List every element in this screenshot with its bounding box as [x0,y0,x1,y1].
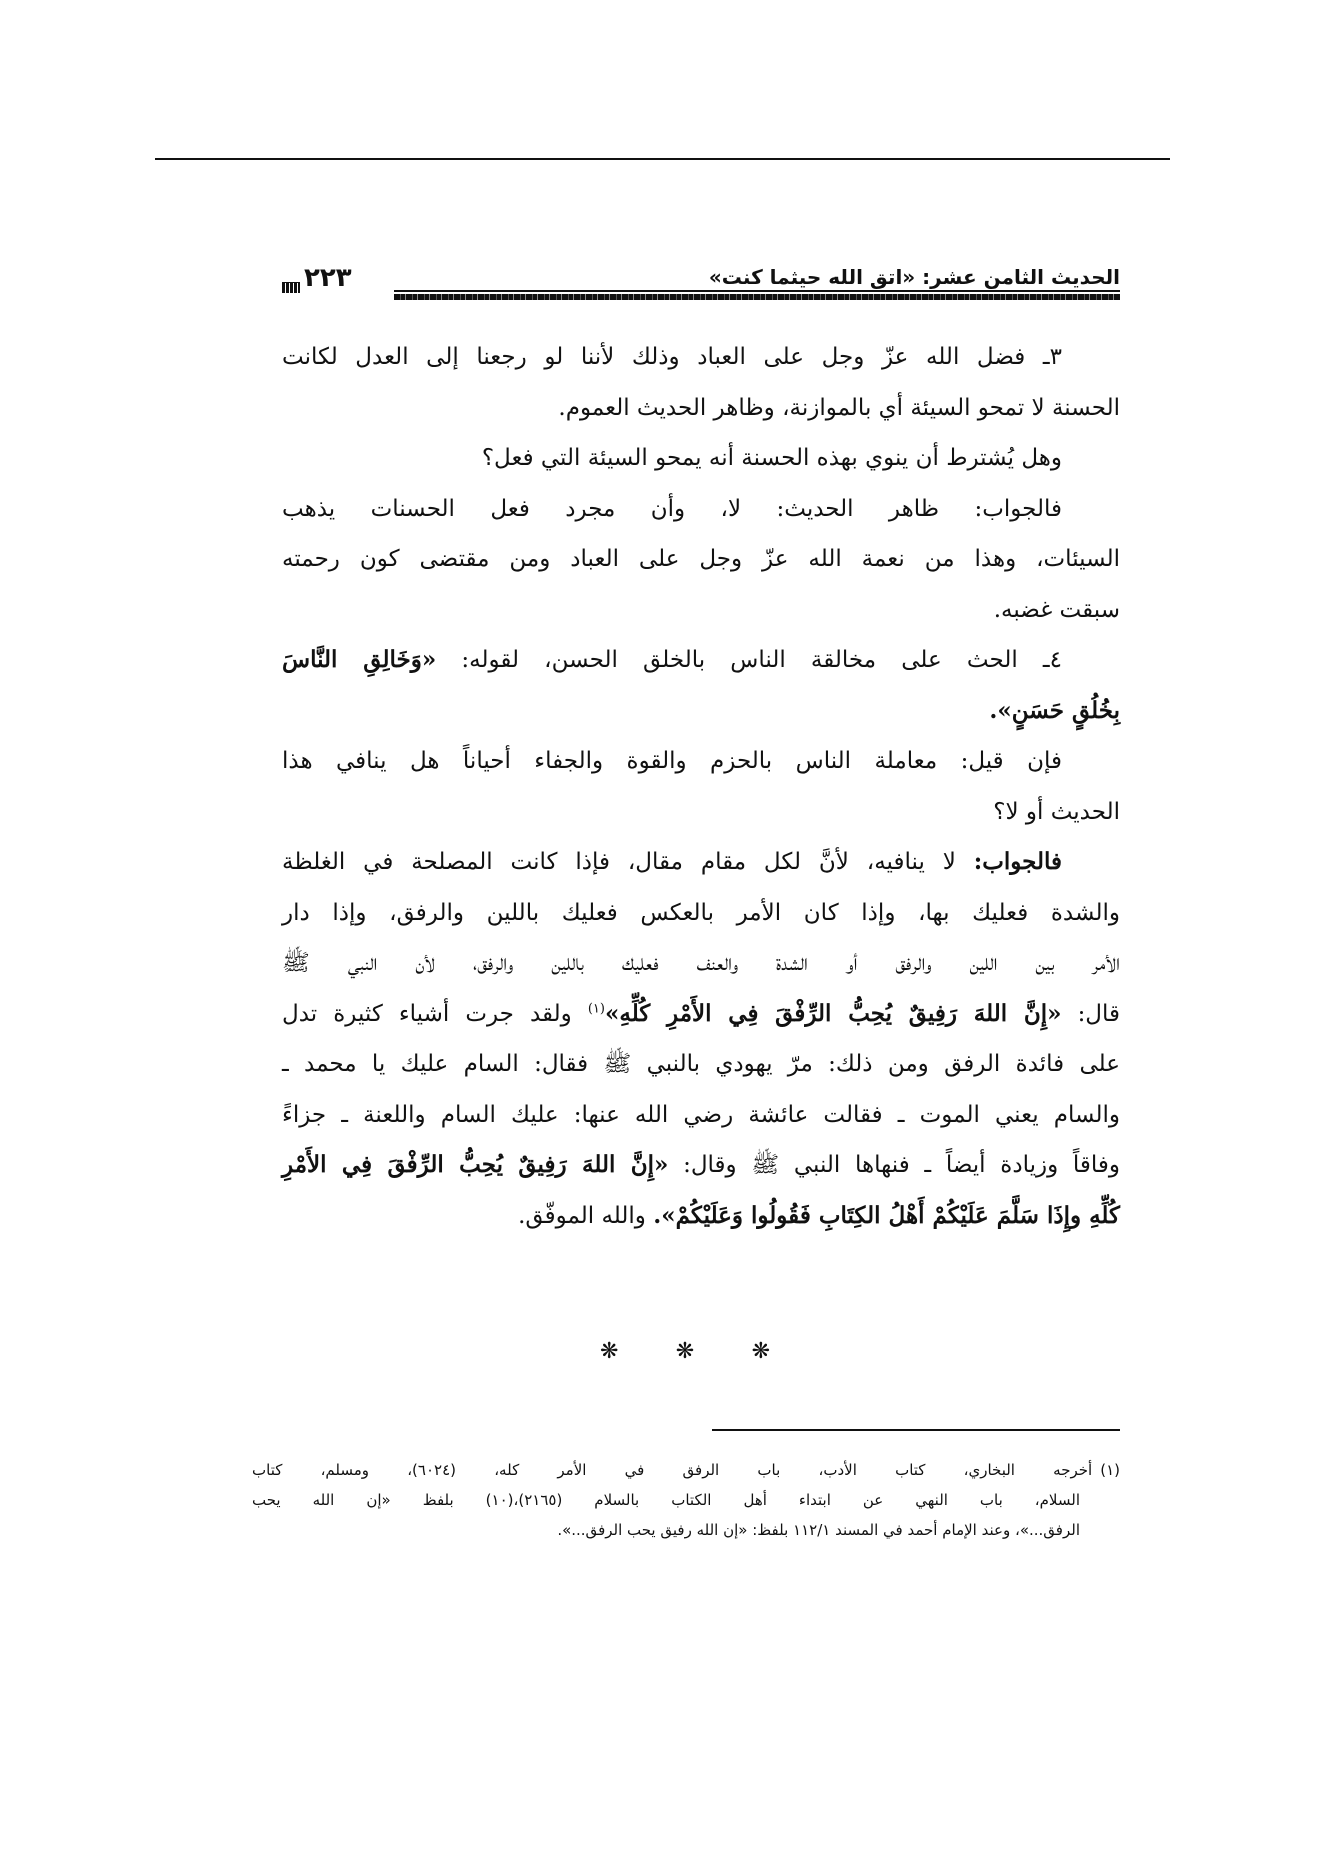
paragraph-line: فالجواب: ظاهر الحديث: لا، وأن مجرد فعل الحسنات يذهب [282,495,1062,522]
hadith-quote: «إِنَّ اللهَ رَفِيقٌ يُحِبُّ الرِّفْقَ فِي الأَمْرِ كُلِّهِ» [604,999,1062,1027]
quran-quote: «وَخَالِقِ النَّاسَ [282,646,437,673]
paragraph-line: وهل يُشترط أن ينوي بهذه الحسنة أنه يمحو السيئة التي فعل؟ [481,445,1062,471]
paragraph-line: الأمر بين اللين والرفق أو الشدة والعنف فعليك باللين والرفق، لأن النبي ﷺ [282,950,1120,976]
header-rule-thin [394,290,1120,292]
answer-lead: فالجواب: [973,848,1063,875]
footnote-line: السلام، باب النهي عن ابتداء أهل الكتاب بالسلام (٢١٦٥)،(١٠) بلفظ «إن الله يحب [252,1491,1080,1509]
paragraph-line [282,1140,1120,1191]
line-text: قال: [1077,1000,1121,1027]
footnote-rule [712,1429,1120,1431]
quran-quote: بِخُلُقٍ حَسَنٍ». [989,696,1120,724]
hadith-quote: «إِنَّ اللهَ رَفِيقٌ يُحِبُّ الرِّفْقَ فِي الأَمْرِ [282,1151,669,1178]
running-header [282,262,1120,312]
paragraph-line: فإن قيل: معاملة الناس بالحزم والقوة والجفاء أحياناً هل ينافي هذا [282,748,1062,774]
paragraph-line [282,1191,1120,1242]
paragraph-line [282,635,1120,686]
paragraph-line [282,837,1120,888]
paragraph-line: على فائدة الرفق ومن ذلك: مرّ يهودي بالنبي ﷺ فقال: السام عليك يا محمد ـ [282,1051,1120,1077]
line-text: ٤ـ الحث على مخالقة الناس بالخلق الحسن، لقوله: [461,647,1063,673]
footnote-line: الرفق...»، وعند الإمام أحمد في المسند ١١٢/١ بلفظ: «إن الله رفيق يحب الرفق...». [557,1521,1080,1539]
paragraph-line: والشدة فعليك بها، وإذا كان الأمر بالعكس فعليك باللين والرفق، وإذا دار [282,899,1120,926]
hadith-quote: كُلِّهِ وإِذَا سَلَّمَ عَلَيْكُمْ أَهْلُ الكِتَابِ فَقُولُوا وَعَلَيْكُمْ». [653,1201,1120,1229]
paragraph-line: الحديث أو لا؟ [993,798,1120,825]
header-title: الحديث الثامن عشر: «اتق الله حيثما كنت» [708,265,1120,289]
line-text: والله الموفّق. [518,1202,646,1229]
paragraph-line: والسام يعني الموت ـ فقالت عائشة رضي الله عنها: عليك السام واللعنة ـ جزاءً [282,1101,1120,1128]
paragraph-line: سبقت غضبه. [993,596,1120,623]
star-ornament-icon: ❋ [675,1339,695,1364]
paragraph-line [282,686,1120,737]
line-text: ولقد جرت أشياء كثيرة تدل [282,1000,572,1027]
paragraph-line: ٣ـ فضل الله عزّ وجل على العباد وذلك لأننا لو رجعنا إلى العدل لكانت [282,344,1062,370]
line-text: لا ينافيه، لأنَّ لكل مقام مقال، فإذا كانت المصلحة في الغلظة [282,849,956,875]
paragraph-line: الحسنة لا تمحو السيئة أي بالموازنة، وظاهر الحديث العموم. [558,394,1120,421]
star-ornament-icon: ❋ [751,1339,770,1364]
footnote-number: (١) [1100,1461,1120,1479]
top-rule [155,158,1170,160]
footnote [252,1455,1120,1545]
body-text [282,332,1120,1241]
page-number-ornament [282,282,300,293]
footnote-reference[interactable]: (١) [587,1000,605,1016]
page-number: ٢٢٣ [304,263,352,293]
line-text: وفاقاً وزيادة أيضاً ـ فنهاها النبي ﷺ وقال: [683,1152,1120,1178]
footnote-line [252,1455,1120,1485]
star-ornament-icon: ❋ [600,1339,619,1364]
section-divider [600,1338,770,1366]
paragraph-line: السيئات، وهذا من نعمة الله عزّ وجل على العباد ومن مقتضى كون رحمته [282,546,1120,572]
footnote-text: أخرجه البخاري، كتاب الأدب، باب الرفق في الأمر كله، (٦٠٢٤)، ومسلم، كتاب [252,1461,1093,1479]
header-rule-thick [394,294,1120,300]
paragraph-line [282,989,1120,1040]
